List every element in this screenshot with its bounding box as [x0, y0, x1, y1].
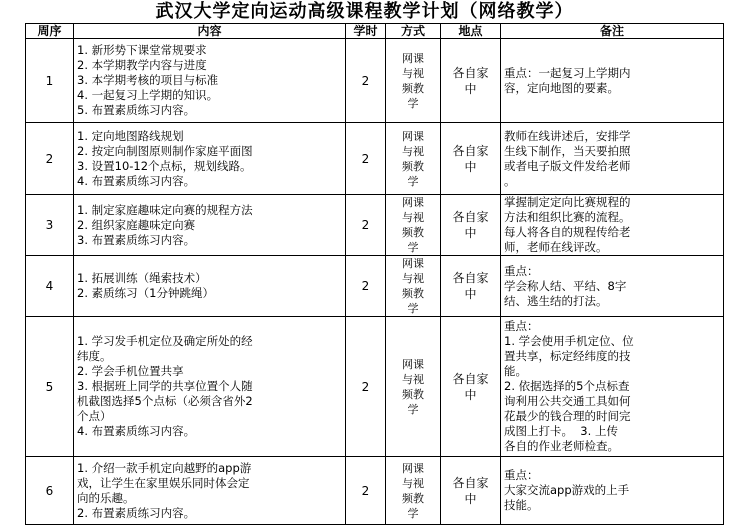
- table-header-row: [26, 24, 724, 39]
- hours-cell: 2: [346, 317, 386, 457]
- content-cell: [74, 457, 346, 525]
- week-cell: 5: [26, 317, 74, 457]
- notes-line: 教师在线讲述后，安排学: [504, 128, 631, 143]
- hours-cell: 2: [346, 256, 386, 317]
- method-line: 学: [407, 174, 419, 188]
- notes-line: 。: [504, 173, 516, 188]
- content-line: 1. 学习发手机定位及确定所处的经: [77, 334, 253, 348]
- content-line: 机截图选择5个点标（必须含省外2: [77, 394, 253, 408]
- notes-line: 生线下制作，当天要拍照: [504, 143, 631, 158]
- place-cell: [441, 256, 501, 317]
- notes-line: 花最少的钱合理的时间完: [504, 409, 631, 423]
- notes-line: 重点：: [504, 468, 539, 482]
- method-line: 频教: [402, 287, 424, 300]
- notes-line: 2. 依据选择的5个点标查: [504, 379, 630, 393]
- hours-cell: 2: [346, 39, 386, 123]
- place-cell: [441, 195, 501, 256]
- week-cell: 1: [26, 39, 74, 123]
- method-cell: [386, 457, 441, 525]
- content-line: 2. 素质练习（1分钟跳绳）: [77, 286, 214, 300]
- content-line: 纬度。: [77, 349, 112, 363]
- notes-line: 方法和组织比赛的流程。: [504, 210, 631, 224]
- notes-line: 学会称人结、平结、8字: [504, 278, 627, 293]
- content-cell: [74, 195, 346, 256]
- place-line: 中: [464, 81, 477, 96]
- notes-line: 容，定向地图的要素。: [504, 80, 619, 95]
- method-line: 频教: [402, 226, 424, 239]
- place-cell: [441, 457, 501, 525]
- notes-line: 能。: [504, 364, 527, 378]
- place-cell: [441, 123, 501, 195]
- content-line: 3. 设置10-12个点标，规划线路。: [77, 158, 252, 173]
- notes-line: 成图上打卡。 3. 上传: [504, 424, 618, 438]
- notes-line: 结、逃生结的打法。: [504, 293, 608, 308]
- notes-line: 置共享，标定经纬度的技: [504, 349, 631, 363]
- content-line: 2. 按定向制图原则制作家庭平面图: [77, 143, 253, 158]
- method-line: 与视: [402, 144, 424, 158]
- method-cell: [386, 256, 441, 317]
- week-cell: 4: [26, 256, 74, 317]
- content-line: 向的乐趣。: [77, 490, 135, 505]
- method-line: 与视: [402, 272, 424, 285]
- week-cell: 3: [26, 195, 74, 256]
- table-body: [26, 39, 724, 525]
- header-method: 方式: [386, 24, 441, 39]
- method-cell: [386, 317, 441, 457]
- content-line: 5. 布置素质练习内容。: [77, 103, 196, 117]
- place-line: 中: [464, 226, 477, 240]
- place-line: 中: [464, 387, 477, 402]
- method-line: 与视: [402, 66, 424, 80]
- method-line: 与视: [402, 476, 424, 490]
- week-cell: 6: [26, 457, 74, 525]
- content-cell: [74, 39, 346, 123]
- hours-cell: 2: [346, 123, 386, 195]
- method-line: 与视: [402, 211, 424, 224]
- place-line: 各自家: [452, 210, 489, 224]
- header-hours: 学时: [346, 24, 386, 39]
- content-cell: [74, 317, 346, 457]
- notes-line: 每人将各自的规程传给老: [504, 225, 631, 239]
- notes-line: 师，老师在线评改。: [504, 240, 608, 254]
- content-line: 1. 定向地图路线规划: [77, 128, 184, 143]
- method-line: 网课: [402, 129, 424, 143]
- content-line: 戏，让学生在家里娱乐同时体会定: [77, 475, 250, 490]
- method-line: 频教: [402, 491, 424, 505]
- place-line: 各自家: [452, 65, 489, 80]
- place-line: 各自家: [452, 271, 489, 285]
- header-notes: 备注: [501, 24, 724, 39]
- content-line: 4. 布置素质练习内容。: [77, 173, 196, 188]
- notes-cell: [501, 195, 724, 256]
- content-line: 1. 拓展训练（绳索技术）: [77, 271, 207, 285]
- content-cell: [74, 256, 346, 317]
- method-line: 网课: [402, 196, 424, 209]
- content-line: 2. 组织家庭趣味定向赛: [77, 217, 196, 232]
- method-cell: [386, 123, 441, 195]
- notes-line: 重点：: [504, 263, 539, 278]
- place-line: 中: [464, 287, 477, 301]
- content-line: 3. 根据班上同学的共享位置个人随: [77, 379, 253, 393]
- notes-cell: [501, 39, 724, 123]
- hours-cell: 2: [346, 195, 386, 256]
- method-line: 网课: [402, 51, 424, 65]
- content-line: 4. 一起复习上学期的知识。: [77, 88, 219, 102]
- place-line: 各自家: [452, 371, 489, 386]
- place-cell: [441, 39, 501, 123]
- method-line: 学: [407, 241, 419, 254]
- place-line: 中: [464, 159, 477, 174]
- content-cell: [74, 123, 346, 195]
- place-line: 各自家: [452, 143, 489, 158]
- method-line: 与视: [402, 372, 424, 386]
- method-cell: [386, 39, 441, 123]
- content-line: 2. 学会手机位置共享: [77, 364, 184, 378]
- place-cell: [441, 317, 501, 457]
- notes-line: 1. 学会使用手机定位、位: [504, 334, 634, 348]
- method-line: 频教: [402, 159, 424, 173]
- table-row: [26, 123, 724, 195]
- notes-line: 大家交流app游戏的上手: [504, 483, 630, 497]
- notes-cell: [501, 256, 724, 317]
- method-cell: [386, 195, 441, 256]
- table-row: [26, 39, 724, 123]
- place-line: 中: [464, 491, 477, 506]
- method-line: 学: [407, 506, 419, 520]
- method-line: 频教: [402, 81, 424, 95]
- hours-cell: 2: [346, 457, 386, 525]
- method-line: 网课: [402, 357, 424, 371]
- notes-line: 或者电子版文件发给老师: [504, 158, 631, 173]
- method-line: 学: [407, 96, 419, 110]
- page-title: 武汉大学定向运动高级课程教学计划（网络教学）: [155, 1, 574, 22]
- content-line: 1. 制定家庭趣味定向赛的规程方法: [77, 202, 253, 217]
- table-row: [26, 195, 724, 256]
- content-line: 1. 介绍一款手机定向越野的app游: [77, 460, 252, 475]
- content-line: 个点）: [77, 409, 112, 423]
- method-line: 网课: [402, 257, 424, 270]
- table-row: [26, 317, 724, 457]
- content-line: 1. 新形势下课堂常规要求: [77, 43, 207, 57]
- content-line: 4. 布置素质练习内容。: [77, 424, 196, 438]
- notes-cell: [501, 317, 724, 457]
- header-place: 地点: [441, 24, 501, 39]
- notes-line: 询利用公共交通工具如何: [504, 394, 631, 408]
- table-row: [26, 457, 724, 525]
- header-content: 内容: [74, 24, 346, 39]
- method-line: 网课: [402, 461, 424, 475]
- notes-line: 重点：一起复习上学期内: [504, 65, 631, 80]
- notes-line: 各自的作业老师检查。: [504, 439, 619, 453]
- notes-line: 重点：: [504, 319, 539, 333]
- notes-cell: [501, 123, 724, 195]
- table-row: [26, 256, 724, 317]
- course-plan-table: [25, 23, 724, 525]
- method-line: 频教: [402, 387, 424, 401]
- method-line: 学: [407, 302, 419, 315]
- place-line: 各自家: [452, 475, 489, 490]
- notes-line: 掌握制定定向比赛规程的: [504, 195, 631, 209]
- content-line: 3. 布置素质练习内容。: [77, 232, 196, 247]
- notes-cell: [501, 457, 724, 525]
- content-line: 2. 布置素质练习内容。: [77, 505, 196, 520]
- week-cell: 2: [26, 123, 74, 195]
- header-week: 周序: [26, 24, 74, 39]
- content-line: 3. 本学期考核的项目与标准: [77, 73, 219, 87]
- content-line: 2. 本学期教学内容与进度: [77, 58, 207, 72]
- method-line: 学: [407, 402, 419, 416]
- notes-line: 技能。: [504, 498, 539, 512]
